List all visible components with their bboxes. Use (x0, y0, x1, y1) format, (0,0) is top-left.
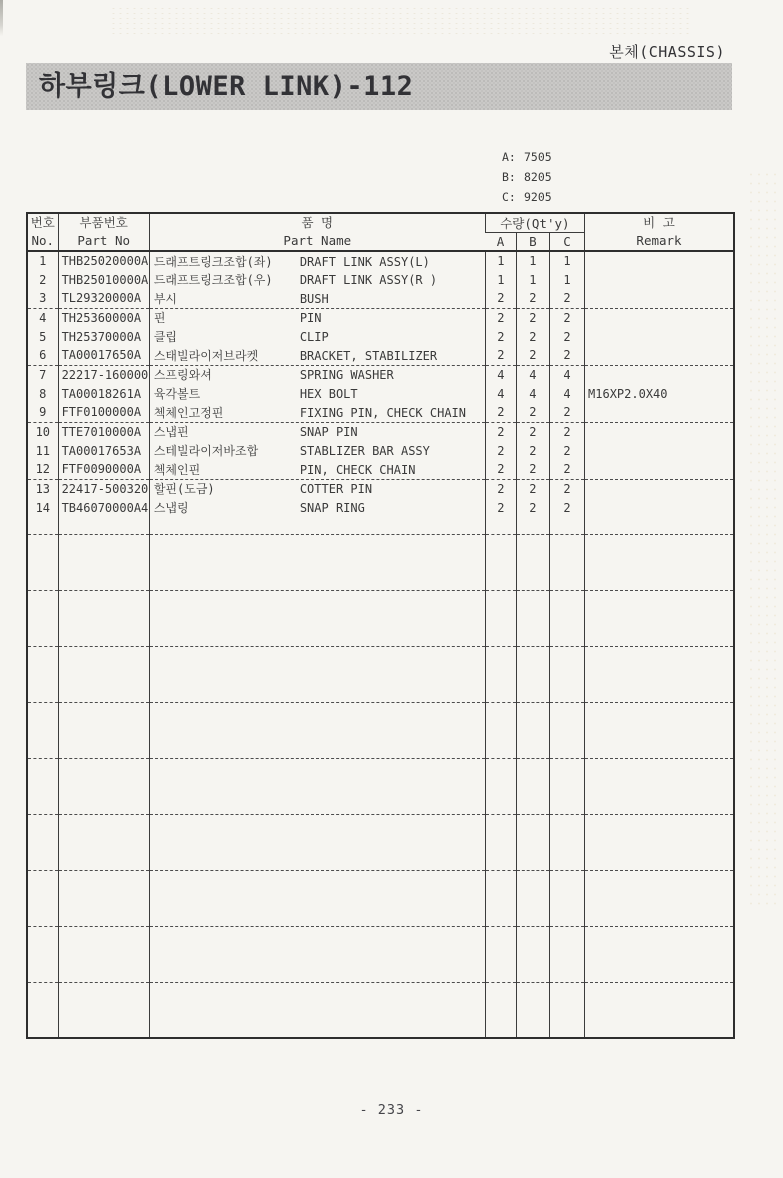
cell-qty-a: 2 (485, 460, 516, 479)
table-row (27, 479, 734, 498)
part-name-en: SNAP RING (299, 501, 365, 515)
table-row (27, 308, 734, 327)
part-name-en: BRACKET, STABILIZER (299, 348, 438, 363)
cell-remark (585, 270, 734, 289)
legend-item (502, 187, 552, 207)
cell-part-name (149, 327, 485, 346)
cell-qty-a: 2 (485, 441, 516, 460)
part-name-kr: 드래프트링크조합(우) (153, 273, 273, 287)
cell-no: 14 (35, 500, 51, 515)
cell-qty-b: 4 (516, 365, 549, 384)
cell-qty-a: 2 (485, 346, 516, 365)
cell-qty-b: 2 (516, 441, 549, 460)
cell-qty-a: 4 (485, 365, 516, 384)
cell-qty-a: 2 (485, 308, 516, 327)
header-part-no: 부품번호 Part No (58, 213, 149, 251)
cell-no: 11 (35, 443, 51, 458)
cell-remark (585, 479, 734, 498)
legend-key: B: (502, 170, 516, 184)
cell-qty-a: 2 (485, 289, 516, 308)
part-name-en: HEX BOLT (299, 387, 358, 401)
cell-no: 13 (35, 481, 51, 496)
cell-qty-b: 2 (516, 460, 549, 479)
cell-no: 3 (27, 289, 58, 308)
cell-no: 10 (35, 424, 51, 439)
cell-qty-b: 2 (516, 327, 549, 346)
cell-qty-b: 2 (516, 346, 549, 365)
empty-row (27, 982, 734, 1038)
scan-noise (110, 6, 690, 36)
cell-qty-a: 2 (485, 403, 516, 422)
header-qty-b: B (516, 233, 549, 252)
legend-key: C: (502, 190, 516, 204)
empty-row (27, 814, 734, 870)
header-qty: 수량(Qt'y) (485, 213, 584, 233)
cell-part-no: TA00017653A (58, 441, 149, 460)
cell-qty-b: 2 (516, 422, 549, 441)
cell-qty-c: 1 (549, 270, 584, 289)
cell-part-no: TH25370000A (58, 327, 149, 346)
cell-part-name (149, 270, 485, 289)
cell-qty-a: 2 (485, 498, 516, 517)
cell-qty-c: 1 (549, 251, 584, 270)
cell-qty-c: 2 (549, 346, 584, 365)
part-name-en: BUSH (299, 291, 329, 306)
empty-row (27, 870, 734, 926)
cell-remark (585, 441, 734, 460)
header-part-name: 품 명 Part Name (149, 213, 485, 251)
part-name-en: CLIP (299, 330, 329, 344)
cell-qty-a: 2 (485, 479, 516, 498)
table-row (27, 460, 734, 479)
empty-row (27, 758, 734, 814)
part-name-en: SNAP PIN (299, 425, 358, 440)
cell-no: 9 (27, 403, 58, 422)
part-name-kr: 부시 (153, 291, 178, 306)
part-name-kr: 스프링와셔 (153, 368, 212, 383)
legend-value: 7505 (524, 150, 552, 164)
cell-no: 7 (39, 367, 47, 382)
cell-part-no: TH25360000A (58, 308, 149, 327)
part-name-kr: 핀 (153, 311, 166, 326)
cell-part-name (149, 479, 485, 498)
part-name-en: SPRING WASHER (299, 368, 394, 383)
cell-remark (585, 346, 734, 365)
table-row (27, 270, 734, 289)
scan-noise (747, 170, 777, 910)
cell-qty-a: 4 (485, 384, 516, 403)
cell-part-name (149, 289, 485, 308)
legend-value: 9205 (524, 190, 552, 204)
table-row (27, 346, 734, 365)
cell-qty-b: 2 (516, 479, 549, 498)
header-qty-a: A (496, 234, 505, 249)
cell-qty-b: 1 (516, 251, 549, 270)
cell-part-no: THB25020000A (58, 251, 149, 270)
cell-remark (585, 422, 734, 441)
cell-no: 6 (27, 346, 58, 365)
cell-qty-c: 2 (549, 460, 584, 479)
table-row (27, 403, 734, 422)
cell-qty-b: 2 (516, 289, 549, 308)
cell-part-name (149, 346, 485, 365)
cell-qty-c: 2 (549, 498, 584, 517)
cell-remark (585, 289, 734, 308)
cell-part-no: FTF0100000A (58, 403, 149, 422)
cell-part-no: TA00017650A (58, 346, 149, 365)
table-row (27, 327, 734, 346)
cell-qty-a: 1 (485, 251, 516, 270)
cell-part-name (149, 403, 485, 422)
part-name-kr: 첵체인고정핀 (153, 405, 224, 420)
part-name-kr: 첵체인핀 (153, 462, 201, 477)
cell-qty-c: 2 (549, 327, 584, 346)
table-row (27, 422, 734, 441)
part-name-en: FIXING PIN, CHECK CHAIN (299, 405, 466, 420)
cell-qty-a: 1 (485, 270, 516, 289)
cell-remark (585, 498, 734, 517)
header-qty-c: C (549, 233, 584, 252)
cell-no: 2 (39, 272, 47, 287)
cell-part-no: 22217-160000 (58, 365, 149, 384)
table-row (27, 251, 734, 270)
cell-qty-c: 4 (549, 365, 584, 384)
part-name-en: COTTER PIN (299, 482, 373, 497)
cell-qty-b: 2 (516, 403, 549, 422)
cell-part-name (149, 498, 485, 517)
part-name-kr: 스태빌라이저브라켓 (153, 348, 259, 363)
cell-part-no: TB46070000A4 (58, 498, 149, 517)
cell-qty-c: 2 (549, 289, 584, 308)
cell-part-no: THB25010000A (58, 270, 149, 289)
scan-edge-mark (0, 0, 3, 36)
page-title: 하부링크(LOWER LINK)-112 (39, 71, 414, 102)
empty-row (27, 590, 734, 646)
empty-row (27, 646, 734, 702)
cell-qty-c: 2 (549, 422, 584, 441)
empty-row (27, 517, 734, 534)
cell-qty-b: 1 (516, 270, 549, 289)
cell-no: 12 (27, 460, 58, 479)
cell-remark (585, 403, 734, 422)
cell-no: 8 (39, 386, 47, 401)
part-name-en: PIN (299, 311, 322, 326)
cell-remark (585, 460, 734, 479)
cell-part-name (149, 308, 485, 327)
part-name-en: STABLIZER BAR ASSY (299, 444, 430, 458)
cell-no: 4 (39, 310, 47, 325)
cell-no: 1 (27, 251, 58, 270)
cell-part-name (149, 441, 485, 460)
cell-qty-c: 2 (549, 403, 584, 422)
part-name-en: PIN, CHECK CHAIN (299, 462, 416, 477)
cell-qty-c: 2 (549, 441, 584, 460)
part-name-kr: 드래프트링크조합(좌) (153, 254, 273, 269)
cell-qty-b: 4 (516, 384, 549, 403)
table-row (27, 498, 734, 517)
cell-qty-c: 2 (549, 479, 584, 498)
legend-key: A: (502, 150, 516, 164)
page-number: - 233 - (359, 1102, 424, 1118)
parts-table (26, 212, 735, 1039)
cell-part-no: TA00018261A (58, 384, 149, 403)
legend-item (502, 167, 552, 187)
empty-row (27, 534, 734, 590)
empty-row (27, 702, 734, 758)
table-row (27, 289, 734, 308)
part-name-kr: 할핀(도금) (153, 482, 215, 497)
part-name-kr: 스냅링 (153, 501, 189, 515)
cell-qty-a: 2 (485, 327, 516, 346)
legend-item (502, 147, 552, 167)
cell-remark (585, 251, 734, 270)
header-remark: 비 고 Remark (585, 213, 734, 251)
cell-part-no: 22417-500320 (58, 479, 149, 498)
cell-part-name (149, 384, 485, 403)
legend-value: 8205 (524, 170, 552, 184)
cell-remark (585, 327, 734, 346)
cell-remark (585, 365, 734, 384)
empty-row (27, 926, 734, 982)
cell-part-name (149, 251, 485, 270)
part-name-kr: 스냅핀 (153, 425, 189, 440)
title-banner (26, 63, 732, 110)
table-row (27, 365, 734, 384)
model-legend (502, 147, 552, 207)
cell-remark (585, 308, 734, 327)
section-label: 본체(CHASSIS) (609, 43, 725, 61)
cell-remark: M16XP2.0X40 (585, 384, 734, 403)
cell-part-no: FTF0090000A (58, 460, 149, 479)
part-name-en: DRAFT LINK ASSY(L) (299, 254, 430, 269)
table-row (27, 384, 734, 403)
cell-qty-a: 2 (485, 422, 516, 441)
cell-qty-b: 2 (516, 498, 549, 517)
cell-part-name (149, 422, 485, 441)
cell-qty-c: 2 (549, 308, 584, 327)
cell-qty-c: 4 (549, 384, 584, 403)
part-name-kr: 육각볼트 (153, 387, 201, 401)
cell-part-no: TL29320000A (58, 289, 149, 308)
part-name-kr: 스테빌라이저바조합 (153, 444, 259, 458)
part-name-en: DRAFT LINK ASSY(R ) (299, 273, 438, 287)
header-no: 번호 No. (30, 215, 55, 248)
cell-part-no: TTE7010000A (58, 422, 149, 441)
cell-no: 5 (39, 329, 47, 344)
part-name-kr: 클립 (153, 330, 178, 344)
table-row (27, 441, 734, 460)
cell-part-name (149, 365, 485, 384)
cell-qty-b: 2 (516, 308, 549, 327)
cell-part-name (149, 460, 485, 479)
